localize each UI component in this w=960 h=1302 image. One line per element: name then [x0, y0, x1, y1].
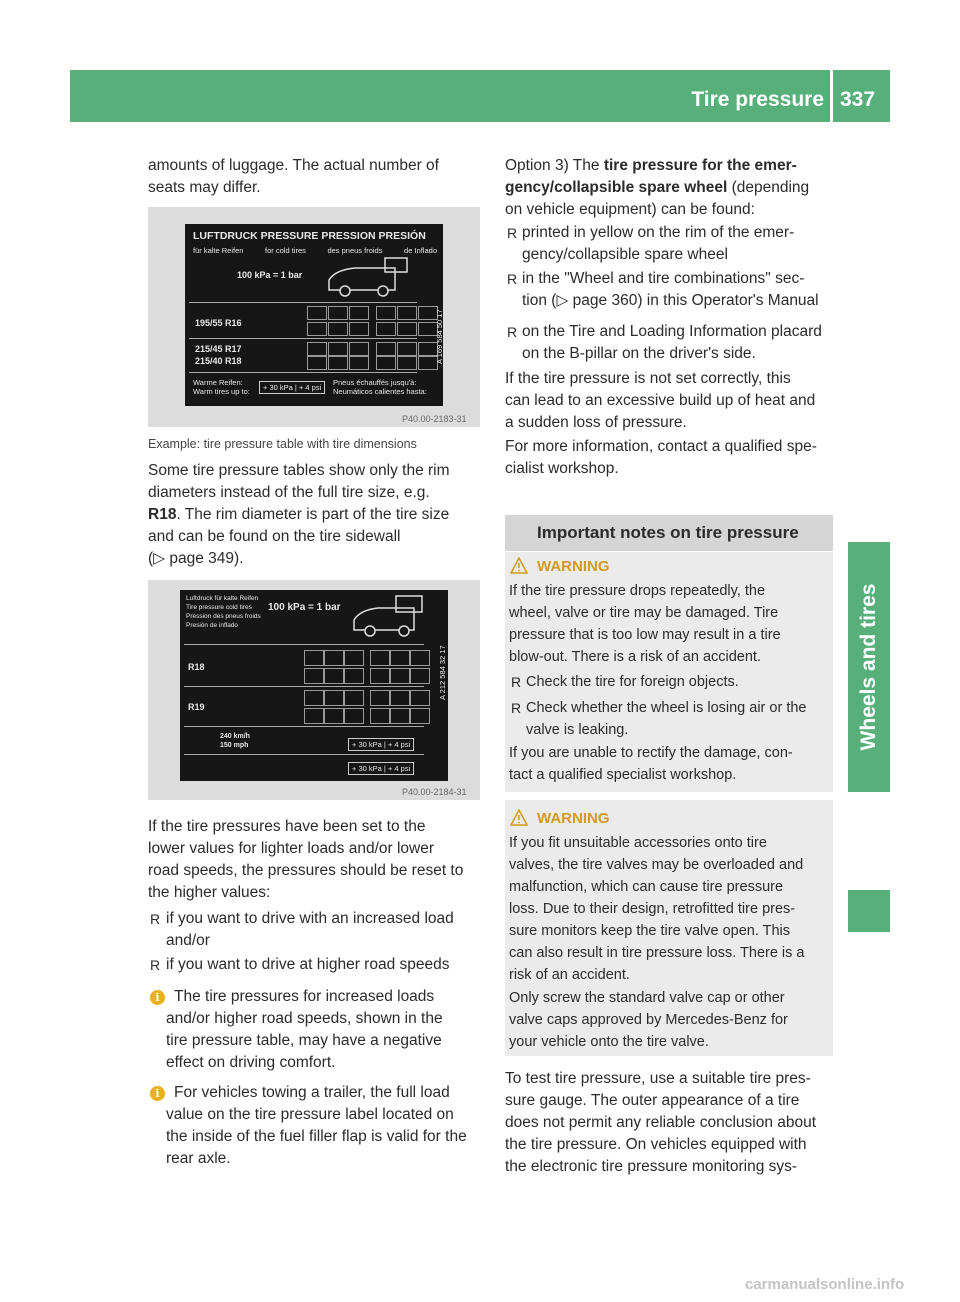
left-para-2: [148, 460, 450, 570]
text-line: on vehicle equipment) can be found:: [505, 201, 755, 218]
grid-cell: [344, 650, 364, 666]
list-item: [526, 697, 806, 741]
warning-title: WARNING: [537, 810, 610, 827]
grid-cell: [370, 690, 390, 706]
grid-cell: [307, 342, 327, 356]
grid-cell: [328, 356, 348, 370]
text-line: Tire pressure cold tires: [186, 604, 252, 611]
text-line: loss. Due to their design, retrofitted tire pres-: [509, 901, 796, 917]
grid-cell: [304, 650, 324, 666]
text-line: your vehicle onto the tire valve.: [509, 1034, 709, 1050]
bullet-marker: R: [150, 911, 161, 927]
divider: [189, 372, 417, 373]
add-kpa: + 30 kPa: [352, 764, 382, 773]
tire-size: 195/55 R16: [195, 318, 242, 328]
speed-kmh: 240 km/h: [220, 733, 250, 740]
text-line: valve is leaking.: [526, 722, 629, 738]
list-item: [522, 321, 822, 365]
grid-cell: [304, 690, 324, 706]
text-line: gency/collapsible spare wheel: [522, 246, 728, 263]
text-line: can also result in tire pressure loss. There is a: [509, 945, 805, 961]
text-line: on the Tire and Loading Information placard: [522, 323, 822, 340]
text-span: (depending: [727, 179, 810, 196]
info-note-2-cont: [166, 1104, 467, 1170]
text-line: Neumáticos calientes hasta:: [333, 387, 427, 396]
figure-ref: P40.00-2184-31: [402, 787, 467, 797]
side-tab-label: Wheels and tires: [857, 583, 880, 751]
text-line: [505, 177, 809, 199]
text-line: blow-out. There is a risk of an accident.: [509, 649, 761, 665]
grid-cell: [304, 668, 324, 684]
list-item: [522, 222, 794, 266]
grid-cell: [390, 690, 410, 706]
text-line: lower values for lighter loads and/or lower: [148, 840, 435, 857]
text-line: the higher values:: [148, 884, 271, 901]
text-line: sure monitors keep the tire valve open. This: [509, 923, 791, 939]
page-link[interactable]: (▷ page 349).: [148, 550, 244, 567]
divider: [189, 302, 417, 303]
grid-cell: [370, 708, 390, 724]
text-line: does not permit any reliable conclusion about: [505, 1114, 817, 1131]
section-heading: Important notes on tire pressure: [537, 523, 799, 542]
text-line: valves, the tire valves may be overloaded and: [509, 857, 804, 873]
tire-size: 215/45 R17: [195, 344, 242, 354]
text-line: rear axle.: [166, 1150, 231, 1167]
subtitle: de Inflado: [404, 246, 437, 255]
text-line: If the tire pressures have been set to the: [148, 818, 426, 835]
subtitle: für kalte Reifen: [193, 246, 244, 255]
text-line: a sudden loss of pressure.: [505, 414, 687, 431]
text-line: risk of an accident.: [509, 967, 630, 983]
text-line: the inside of the fuel filler flap is valid for the: [166, 1128, 467, 1145]
text-line: amounts of luggage. The actual number of: [148, 157, 439, 174]
text-line: malfunction, which can cause tire pressure: [509, 879, 784, 895]
rim-size: R19: [188, 702, 205, 712]
text-line: the electronic tire pressure monitoring sys-: [505, 1158, 798, 1175]
grid-cell: [390, 708, 410, 724]
bold-text: R18: [148, 506, 177, 523]
text-span: . The rim diameter is part of the tire size: [176, 506, 450, 523]
grid-cell: [410, 668, 430, 684]
text-line: printed in yellow on the rim of the emer-: [522, 224, 795, 241]
text-line: the tire pressure. On vehicles equipped with: [505, 1136, 807, 1153]
info-icon: i: [150, 990, 165, 1005]
text-line: and/or higher road speeds, shown in the: [166, 1010, 443, 1027]
grid-cell: [349, 306, 369, 320]
grid-cell: [397, 306, 417, 320]
warning-text-2b: [509, 987, 788, 1053]
right-intro: [505, 155, 809, 221]
label-subtitles: [193, 246, 437, 255]
divider: [184, 754, 424, 755]
grid-cell: [410, 690, 430, 706]
figure-caption: Example: tire pressure table with tire dimensions: [148, 437, 417, 451]
grid-cell: [324, 668, 344, 684]
text-line: effect on driving comfort.: [166, 1054, 336, 1071]
subtitle: des pneus froids: [327, 246, 383, 255]
bullet-marker: R: [511, 674, 522, 690]
text-line: For vehicles towing a trailer, the full load: [174, 1084, 450, 1101]
grid-cell: [349, 356, 369, 370]
bullet-marker: R: [511, 700, 522, 716]
text-line: If the tire pressure drops repeatedly, the: [509, 583, 766, 599]
text-line: and can be found on the tire sidewall: [148, 528, 401, 545]
grid-cell: [397, 356, 417, 370]
rim-size: R18: [188, 662, 205, 672]
warm-add: + 30 kPa | + 4 psi: [348, 762, 414, 775]
speed-values: [220, 732, 250, 750]
text-line: Warme Reifen:: [193, 378, 243, 387]
grid-cell: [328, 322, 348, 336]
text-line: if you want to drive at higher road speeds: [166, 956, 450, 973]
warning-text-1: [509, 580, 781, 668]
text-line: If the tire pressure is not set correctly, this: [505, 370, 791, 387]
text-line: [148, 504, 450, 526]
text-line: To test tire pressure, use a suitable tire pres-: [505, 1070, 811, 1087]
text-line: Pneus échauffés jusqu'à:: [333, 378, 417, 387]
grid-cell: [344, 708, 364, 724]
bold-text: gency/collapsible spare wheel: [505, 179, 728, 196]
text-line: For more information, contact a qualified spe-: [505, 438, 817, 455]
warning-text-2: [509, 832, 805, 986]
kpa-conversion: 100 kPa = 1 bar: [268, 602, 341, 613]
bullet-marker: R: [507, 271, 518, 287]
info-icon: i: [150, 1086, 165, 1101]
tire-pressure-label-2: [178, 588, 450, 783]
grid-cell: [397, 342, 417, 356]
label-title: LUFTDRUCK PRESSURE PRESSION PRESIÓN: [193, 230, 426, 242]
bullet-marker: R: [507, 324, 518, 340]
warning-triangle-icon: [510, 557, 528, 574]
list-item: [166, 908, 454, 952]
left-para-3: [148, 816, 463, 904]
kpa-conversion: 100 kPa = 1 bar: [237, 270, 303, 280]
subtitle: for cold tires: [265, 246, 306, 255]
speed-add: + 30 kPa | + 4 psi: [348, 738, 414, 751]
text-line: Presión de inflado: [186, 622, 239, 629]
text-line: pressure that is too low may result in a tire: [509, 627, 781, 643]
divider: [184, 644, 424, 645]
page-link[interactable]: tion (▷ page 360) in this Operator's Manual: [522, 292, 819, 309]
text-line: value on the tire pressure label located on: [166, 1106, 454, 1123]
grid-cell: [344, 690, 364, 706]
right-para-3: [505, 1068, 816, 1178]
grid-cell: [397, 322, 417, 336]
speed-mph: 150 mph: [220, 742, 249, 749]
text-line: cialist workshop.: [505, 460, 619, 477]
grid-cell: [307, 356, 327, 370]
text-line: The tire pressures for increased loads: [174, 988, 435, 1005]
text-line: diameters instead of the full tire size, e.g.: [148, 484, 430, 501]
text-line: Check the tire for foreign objects.: [526, 674, 739, 690]
text-line: Warm tires up to:: [193, 387, 250, 396]
figure-ref: P40.00-2183-31: [402, 414, 467, 424]
warm-tires-label: [193, 378, 250, 396]
text-line: in the "Wheel and tire combinations" sec-: [522, 270, 805, 287]
text-line: can lead to an excessive build up of heat and: [505, 392, 816, 409]
grid-cell: [390, 650, 410, 666]
text-line: sure gauge. The outer appearance of a tire: [505, 1092, 800, 1109]
text-line: Only screw the standard valve cap or other: [509, 990, 785, 1006]
list-item: [166, 954, 449, 976]
text-line: If you are unable to rectify the damage, con-: [509, 745, 793, 761]
text-line: seats may differ.: [148, 179, 261, 196]
info-note-1: [174, 986, 434, 1008]
text-span: Option 3) The: [505, 157, 604, 174]
text-line: Some tire pressure tables show only the rim: [148, 462, 450, 479]
grid-cell: [376, 306, 396, 320]
warning-text-1-end: [509, 742, 793, 786]
grid-cell: [370, 668, 390, 684]
grid-cell: [304, 708, 324, 724]
text-line: If you fit unsuitable accessories onto tire: [509, 835, 767, 851]
list-item: [526, 671, 739, 693]
add-kpa: + 30 kPa: [352, 740, 382, 749]
divider: [189, 338, 417, 339]
grid-cell: [390, 668, 410, 684]
grid-cell: [410, 708, 430, 724]
grid-cell: [328, 306, 348, 320]
grid-cell: [349, 342, 369, 356]
header-title: Tire pressure: [691, 88, 824, 111]
label-code: A 212 584 32 17: [438, 645, 447, 700]
header-separator: [830, 70, 833, 122]
text-line: and/or: [166, 932, 210, 949]
warning-triangle-icon: [510, 809, 528, 826]
text-line: Check whether the wheel is losing air or the: [526, 700, 807, 716]
tire-size: 215/40 R18: [195, 356, 242, 366]
text-line: [505, 155, 809, 177]
text-line: on the B-pillar on the driver's side.: [522, 345, 756, 362]
grid-cell: [376, 322, 396, 336]
grid-cell: [324, 708, 344, 724]
text-line: road speeds, the pressures should be reset to: [148, 862, 464, 879]
car-load-icon: [325, 256, 415, 298]
right-para-2: [505, 436, 817, 480]
divider: [184, 726, 424, 727]
add-psi: + 4 psi: [298, 383, 322, 392]
add-kpa: + 30 kPa: [263, 383, 293, 392]
grid-cell: [376, 342, 396, 356]
info-note-2: [174, 1082, 450, 1104]
label-header: [186, 594, 261, 630]
grid-cell: [376, 356, 396, 370]
label-code: A 169 584 50 17: [435, 309, 444, 364]
right-para-1: [505, 368, 815, 434]
grid-cell: [307, 306, 327, 320]
divider: [184, 686, 424, 687]
text-line: Pression des pneus froids: [186, 613, 261, 620]
grid-cell: [344, 668, 364, 684]
add-psi: + 4 psi: [387, 764, 411, 773]
grid-cell: [370, 650, 390, 666]
grid-cell: [307, 322, 327, 336]
text-line: wheel, valve or tire may be damaged. Tire: [509, 605, 779, 621]
watermark: carmanualsonline.info: [745, 1276, 905, 1293]
left-intro: [148, 155, 439, 199]
tire-pressure-label-1: [183, 222, 445, 408]
add-psi: + 4 psi: [387, 740, 411, 749]
text-line: Luftdruck für kalte Reifen: [186, 595, 259, 602]
grid-cell: [349, 322, 369, 336]
grid-cell: [324, 650, 344, 666]
bullet-marker: R: [150, 957, 161, 973]
bullet-marker: R: [507, 225, 518, 241]
grid-cell: [328, 342, 348, 356]
text-line: if you want to drive with an increased load: [166, 910, 454, 927]
info-note-1-cont: [166, 1008, 443, 1074]
grid-cell: [410, 650, 430, 666]
warm-add: + 30 kPa | + 4 psi: [259, 381, 325, 394]
warm-tires-fr: [333, 378, 427, 396]
grid-cell: [324, 690, 344, 706]
text-line: valve caps approved by Mercedes-Benz for: [509, 1012, 788, 1028]
side-marker: [848, 890, 890, 932]
page-number: 337: [840, 88, 876, 111]
car-load-icon: [352, 594, 432, 638]
list-item: [522, 268, 819, 312]
warning-title: WARNING: [537, 558, 610, 575]
bold-text: tire pressure for the emer-: [603, 157, 797, 174]
text-line: tire pressure table, may have a negative: [166, 1032, 442, 1049]
text-line: tact a qualified specialist workshop.: [509, 767, 737, 783]
